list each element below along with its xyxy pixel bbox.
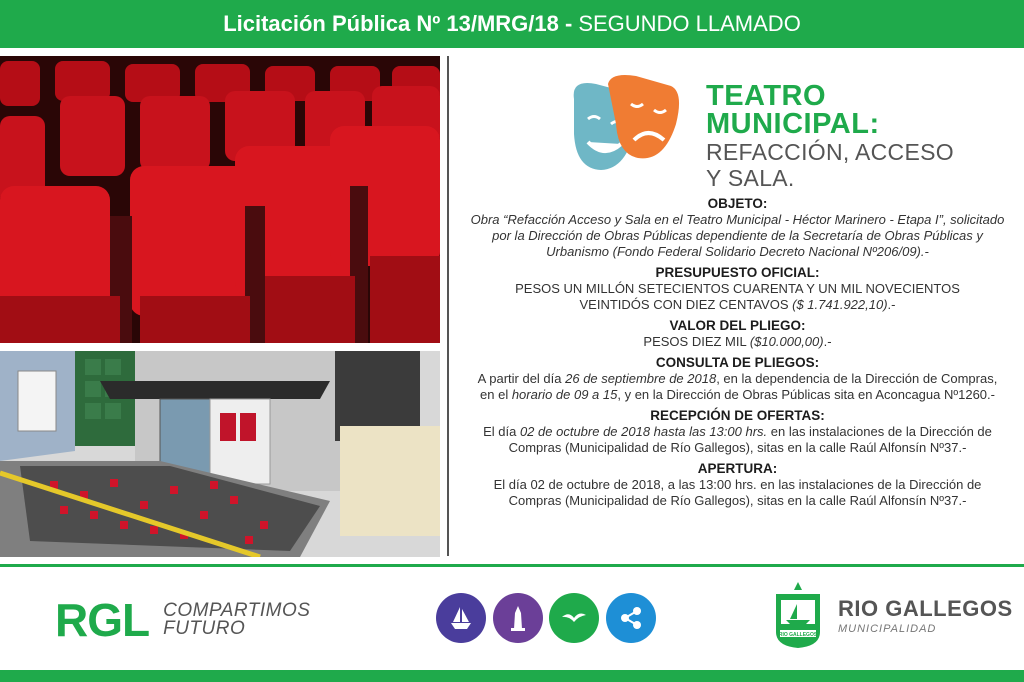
presupuesto-heading: PRESUPUESTO OFICIAL: xyxy=(655,265,820,280)
municipality-subtitle: MUNICIPALIDAD xyxy=(838,622,937,635)
tender-details xyxy=(455,196,1020,509)
objeto-text: Obra “Refacción Acceso y Sala en el Teatro Municipal - Héctor Marinero - Etapa I”, solicitado por la Dirección de Obras Públicas dependiente de la Secretaría de Obras Públicas y Urbanismo (Fondo Federal Solidario Decreto Nacional Nº206/09).- xyxy=(470,212,1005,259)
seats-photo xyxy=(0,56,440,343)
crest-icon xyxy=(772,580,824,650)
title-line-2: MUNICIPAL: xyxy=(706,108,880,140)
consulta-text-2: en el horario de 09 a 15, y en la Dirección de Obras Públicas sita en Aconcagua Nº1260.- xyxy=(480,387,995,402)
valor-text: PESOS DIEZ MIL ($10.000,00).- xyxy=(643,334,832,349)
monument-icon[interactable] xyxy=(493,593,543,643)
bird-icon[interactable] xyxy=(549,593,599,643)
presupuesto-text-1: PESOS UN MILLÓN SETECIENTOS CUARENTA Y UN MIL NOVECIENTOS xyxy=(515,281,960,296)
crest-label: RIO GALLEGOS xyxy=(778,632,818,638)
rgl-logo xyxy=(55,593,310,647)
valor-amount: ($10.000,00) xyxy=(749,334,824,349)
valor-heading: VALOR DEL PLIEGO: xyxy=(669,318,806,333)
rgl-slogan: COMPARTIMOS FUTURO xyxy=(163,600,311,639)
title-line-3: REFACCIÓN, ACCESO xyxy=(706,139,954,165)
recepcion-text-2: Compras (Municipalidad de Río Gallegos), sitas en la calle Raúl Alfonsín Nº37.- xyxy=(508,440,967,455)
header-title: Licitación Pública Nº 13/MRG/18 - xyxy=(223,11,573,36)
share-icon[interactable] xyxy=(606,593,656,643)
ship-icon[interactable] xyxy=(436,593,486,643)
footer-divider xyxy=(0,564,1024,567)
presupuesto-text-2: VEINTIDÓS CON DIEZ CENTAVOS ($ 1.741.922,10).- xyxy=(579,297,896,312)
title-line-1: TEATRO xyxy=(706,80,827,112)
apertura-text-2: Compras (Municipalidad de Río Gallegos), sitas en la calle Raúl Alfonsín Nº37.- xyxy=(508,493,967,508)
apertura-heading: APERTURA: xyxy=(697,461,778,476)
title-line-4: Y SALA. xyxy=(706,165,795,191)
vertical-divider xyxy=(447,56,449,556)
consulta-date: 26 de septiembre de 2018 xyxy=(565,371,717,386)
header-bar xyxy=(0,0,1024,48)
recepcion-text-1: El día 02 de octubre de 2018 hasta las 13:00 hrs. en las instalaciones de la Dirección de xyxy=(483,424,992,439)
recepcion-heading: RECEPCIÓN DE OFERTAS: xyxy=(650,408,825,423)
theatre-masks-icon xyxy=(566,74,686,184)
footer-bar xyxy=(0,670,1024,682)
consulta-hours: horario de 09 a 15 xyxy=(511,387,618,402)
municipality-logo xyxy=(772,580,1013,650)
presupuesto-amount: ($ 1.741.922,10) xyxy=(792,297,888,312)
project-title xyxy=(706,82,1006,190)
consulta-text-1: A partir del día 26 de septiembre de 2018, en la dependencia de la Dirección de Compras, xyxy=(477,371,998,386)
consulta-heading: CONSULTA DE PLIEGOS: xyxy=(655,355,820,370)
header-subtitle: SEGUNDO LLAMADO xyxy=(578,11,801,36)
recepcion-date: 02 de octubre de 2018 hasta las 13:00 hrs. xyxy=(519,424,768,439)
entrance-render xyxy=(0,351,440,557)
rgl-mark: RGL xyxy=(55,594,150,646)
apertura-text-1: El día 02 de octubre de 2018, a las 13:00 hrs. en las instalaciones de la Dirección de xyxy=(493,477,982,492)
municipality-name-block xyxy=(838,596,1013,635)
objeto-heading: OBJETO: xyxy=(707,196,768,211)
municipality-name: RIO GALLEGOS xyxy=(838,595,1013,621)
